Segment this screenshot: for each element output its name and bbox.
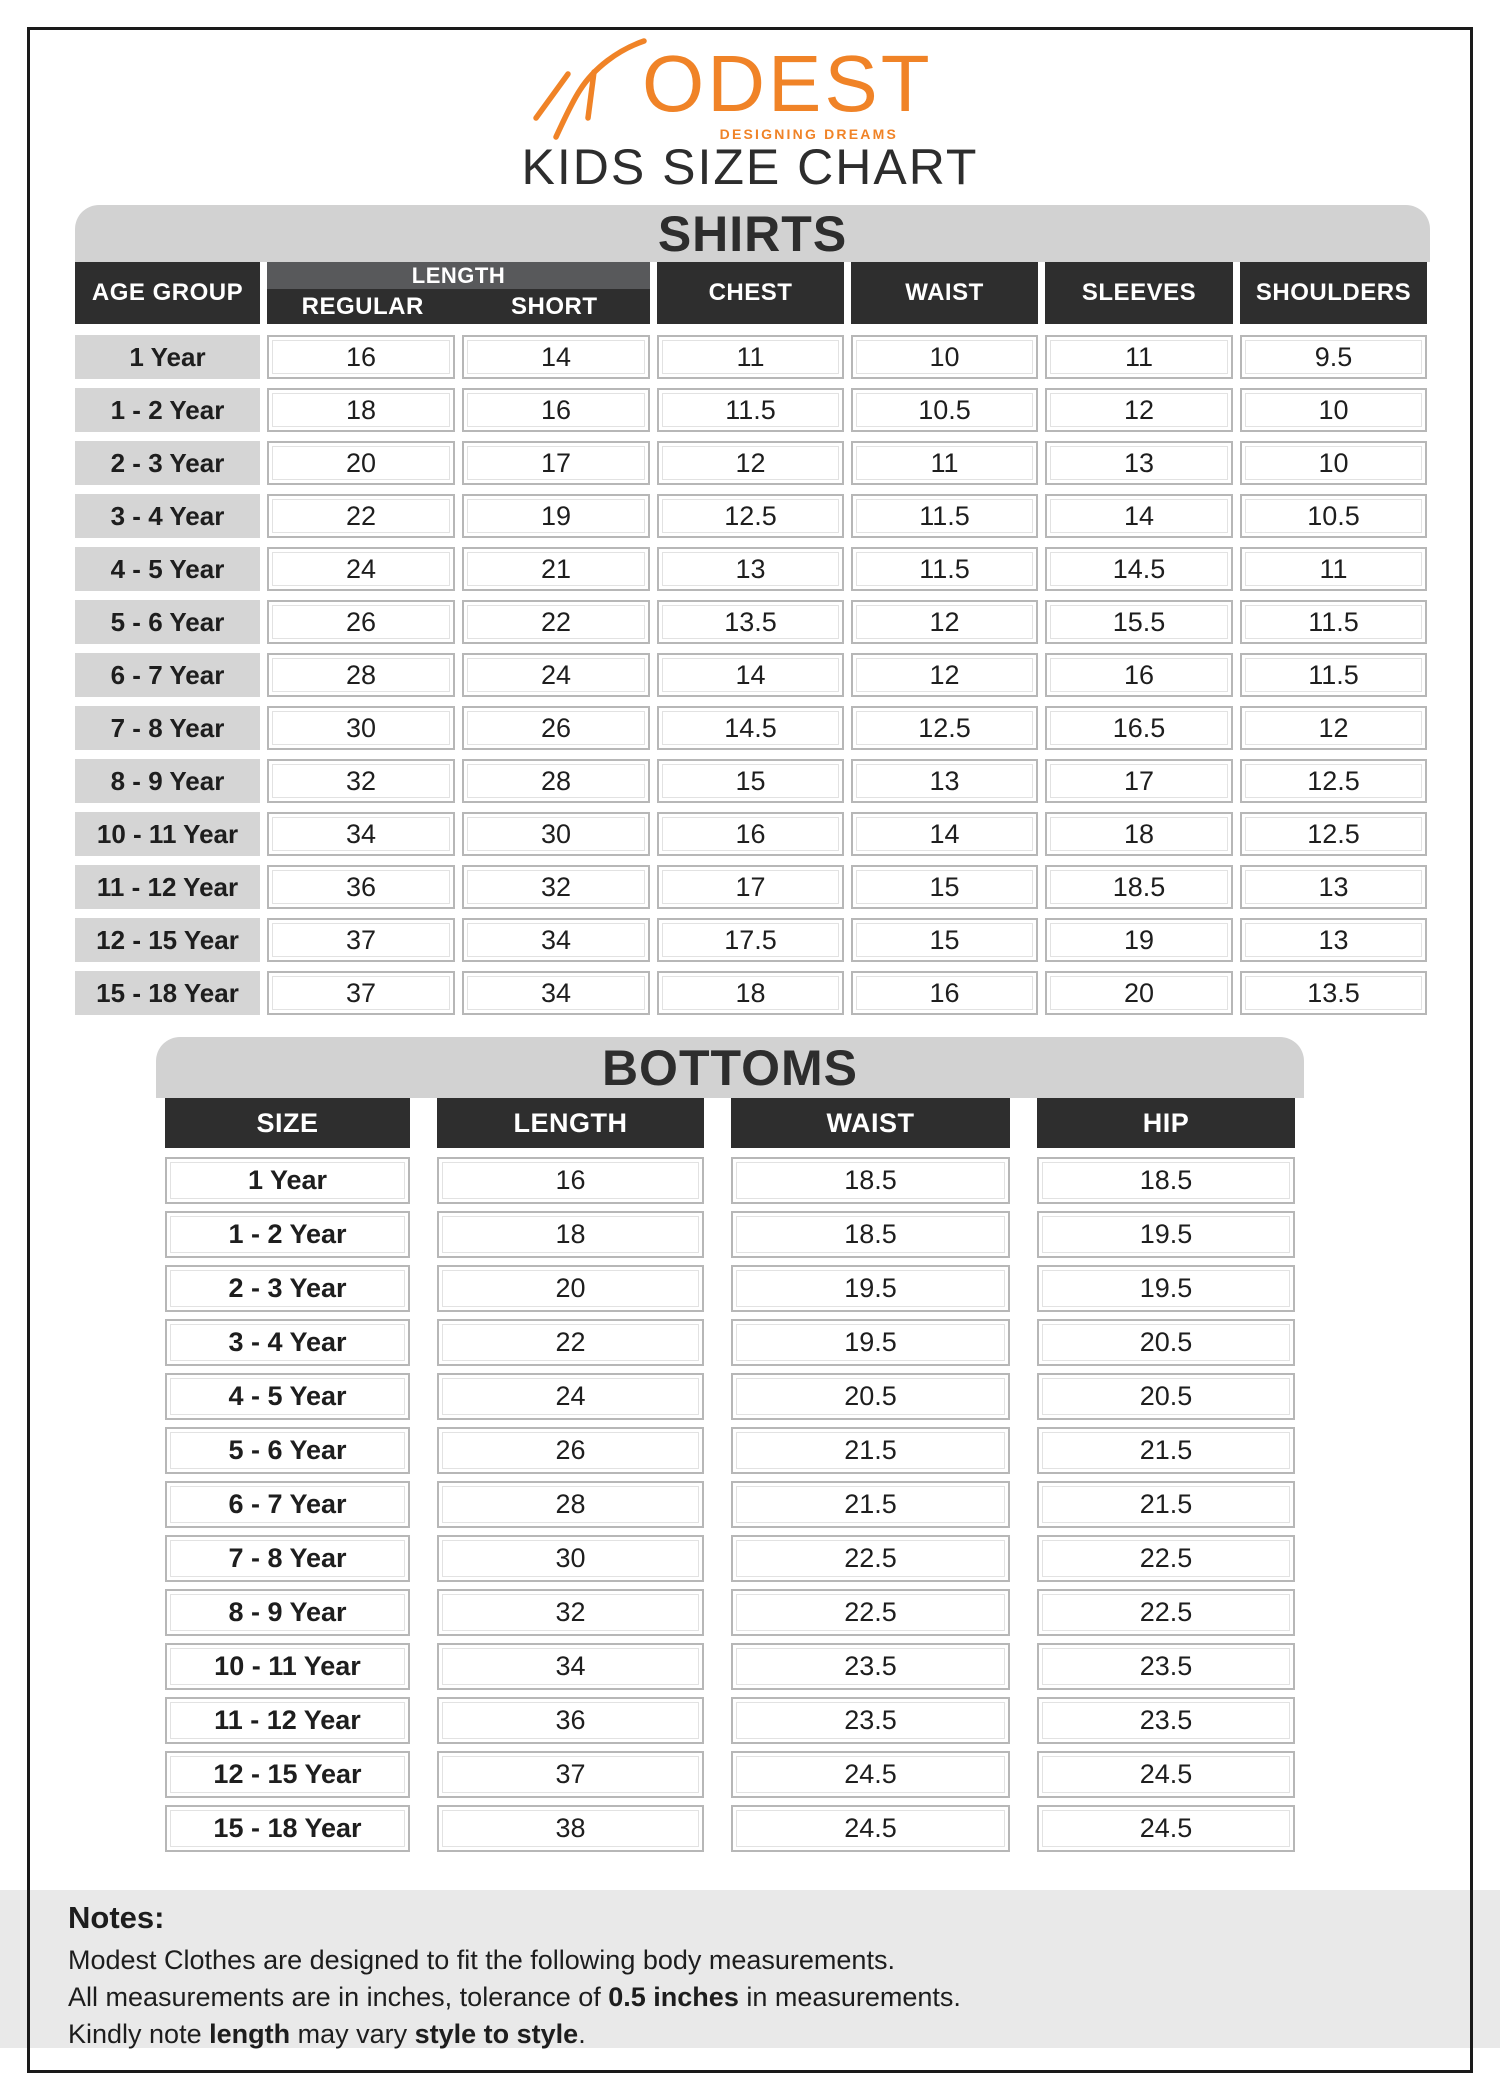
age-group-cell: 15 - 18 Year [75,971,260,1015]
waist-cell: 14 [851,812,1038,856]
length-short-cell: 32 [462,865,650,909]
table-row [156,1211,1304,1258]
length-cell: 16 [437,1157,704,1204]
sleeves-cell: 16.5 [1045,706,1233,750]
table-row [156,1157,1304,1204]
hip-cell: 22.5 [1037,1535,1295,1582]
size-cell: 1 - 2 Year [165,1211,410,1258]
waist-cell: 15 [851,865,1038,909]
header-shoulders: SHOULDERS [1240,262,1427,324]
length-cell: 28 [437,1481,704,1528]
length-short-cell: 22 [462,600,650,644]
sleeves-cell: 14.5 [1045,547,1233,591]
table-row [156,1481,1304,1528]
header-size: SIZE [165,1098,410,1148]
brand-name: ODEST [642,39,933,128]
table-row [156,1427,1304,1474]
waist-cell: 22.5 [731,1589,1010,1636]
length-short-cell: 16 [462,388,650,432]
shirts-title: SHIRTS [657,205,848,262]
hip-cell: 23.5 [1037,1697,1295,1744]
age-group-cell: 5 - 6 Year [75,600,260,644]
sleeves-cell: 15.5 [1045,600,1233,644]
age-group-cell: 12 - 15 Year [75,918,260,962]
shoulders-cell: 11 [1240,547,1427,591]
length-cell: 38 [437,1805,704,1852]
notes-line: Kindly note length may vary style to style. [68,2019,586,2049]
bottoms-title: BOTTOMS [601,1039,859,1096]
table-row [156,1697,1304,1744]
header-short: SHORT [511,292,598,320]
shoulders-cell: 13 [1240,918,1427,962]
waist-cell: 24.5 [731,1751,1010,1798]
length-short-cell: 24 [462,653,650,697]
length-cell: 36 [437,1697,704,1744]
length-regular-cell: 32 [267,759,455,803]
sleeves-cell: 13 [1045,441,1233,485]
length-regular-cell: 20 [267,441,455,485]
chest-cell: 15 [657,759,844,803]
modest-m-swoosh-icon [530,38,650,143]
length-cell: 34 [437,1643,704,1690]
notes-line: Modest Clothes are designed to fit the following body measurements. [68,1945,895,1975]
header-length-group [267,262,650,324]
hip-cell: 23.5 [1037,1643,1295,1690]
waist-cell: 15 [851,918,1038,962]
chest-cell: 16 [657,812,844,856]
hip-cell: 22.5 [1037,1589,1295,1636]
bottoms-rows [156,1157,1304,1852]
header-age-group: AGE GROUP [75,262,260,324]
header-length: LENGTH [267,262,650,289]
shoulders-cell: 11.5 [1240,600,1427,644]
waist-cell: 22.5 [731,1535,1010,1582]
sleeves-cell: 16 [1045,653,1233,697]
hip-cell: 21.5 [1037,1481,1295,1528]
length-regular-cell: 18 [267,388,455,432]
size-cell: 8 - 9 Year [165,1589,410,1636]
waist-cell: 23.5 [731,1697,1010,1744]
waist-cell: 11.5 [851,494,1038,538]
table-row [75,388,1430,432]
table-row [75,600,1430,644]
shoulders-cell: 9.5 [1240,335,1427,379]
shirts-table [75,205,1430,1024]
chest-cell: 14 [657,653,844,697]
table-row [75,335,1430,379]
sleeves-cell: 14 [1045,494,1233,538]
waist-cell: 11 [851,441,1038,485]
table-row [75,918,1430,962]
hip-cell: 21.5 [1037,1427,1295,1474]
size-cell: 5 - 6 Year [165,1427,410,1474]
length-cell: 22 [437,1319,704,1366]
brand-tagline: DESIGNING DREAMS [719,126,898,142]
header-hip: HIP [1037,1098,1295,1148]
chest-cell: 17.5 [657,918,844,962]
table-row [156,1535,1304,1582]
length-regular-cell: 37 [267,918,455,962]
bottoms-title-band [156,1037,1304,1098]
length-short-cell: 19 [462,494,650,538]
shirts-title-band [75,205,1430,262]
shirts-header-row [75,262,1430,324]
length-short-cell: 21 [462,547,650,591]
header-regular: REGULAR [301,292,424,320]
header-length: LENGTH [437,1098,704,1148]
table-row [75,441,1430,485]
length-regular-cell: 30 [267,706,455,750]
age-group-cell: 6 - 7 Year [75,653,260,697]
length-regular-cell: 26 [267,600,455,644]
length-cell: 18 [437,1211,704,1258]
waist-cell: 23.5 [731,1643,1010,1690]
hip-cell: 24.5 [1037,1805,1295,1852]
chest-cell: 13 [657,547,844,591]
table-row [156,1805,1304,1852]
length-short-cell: 34 [462,971,650,1015]
hip-cell: 19.5 [1037,1211,1295,1258]
waist-cell: 12 [851,600,1038,644]
chest-cell: 13.5 [657,600,844,644]
notes-lines [68,1942,1460,2053]
waist-cell: 18.5 [731,1157,1010,1204]
notes-section [0,1890,1500,2048]
shoulders-cell: 11.5 [1240,653,1427,697]
chest-cell: 17 [657,865,844,909]
shoulders-cell: 12.5 [1240,759,1427,803]
header-chest: CHEST [657,262,844,324]
size-cell: 10 - 11 Year [165,1643,410,1690]
shoulders-cell: 10 [1240,388,1427,432]
age-group-cell: 1 Year [75,335,260,379]
length-regular-cell: 16 [267,335,455,379]
waist-cell: 12.5 [851,706,1038,750]
table-row [156,1265,1304,1312]
bottoms-header-row [156,1098,1304,1148]
length-cell: 37 [437,1751,704,1798]
size-cell: 11 - 12 Year [165,1697,410,1744]
chest-cell: 18 [657,971,844,1015]
table-row [156,1751,1304,1798]
length-regular-cell: 24 [267,547,455,591]
table-row [75,706,1430,750]
brand-logo [530,38,933,143]
waist-cell: 12 [851,653,1038,697]
hip-cell: 20.5 [1037,1319,1295,1366]
chest-cell: 12.5 [657,494,844,538]
table-row [156,1373,1304,1420]
length-short-cell: 26 [462,706,650,750]
length-cell: 26 [437,1427,704,1474]
waist-cell: 24.5 [731,1805,1010,1852]
sleeves-cell: 20 [1045,971,1233,1015]
chest-cell: 11 [657,335,844,379]
table-row [75,812,1430,856]
table-row [156,1319,1304,1366]
age-group-cell: 10 - 11 Year [75,812,260,856]
length-short-cell: 14 [462,335,650,379]
length-cell: 20 [437,1265,704,1312]
table-row [156,1589,1304,1636]
sleeves-cell: 17 [1045,759,1233,803]
age-group-cell: 4 - 5 Year [75,547,260,591]
length-regular-cell: 36 [267,865,455,909]
chest-cell: 14.5 [657,706,844,750]
size-cell: 7 - 8 Year [165,1535,410,1582]
length-cell: 32 [437,1589,704,1636]
hip-cell: 20.5 [1037,1373,1295,1420]
age-group-cell: 7 - 8 Year [75,706,260,750]
length-cell: 24 [437,1373,704,1420]
chest-cell: 11.5 [657,388,844,432]
hip-cell: 18.5 [1037,1157,1295,1204]
table-row [75,759,1430,803]
length-short-cell: 17 [462,441,650,485]
header-waist: WAIST [731,1098,1010,1148]
table-row [75,653,1430,697]
sleeves-cell: 12 [1045,388,1233,432]
table-row [156,1643,1304,1690]
waist-cell: 19.5 [731,1319,1010,1366]
table-row [75,494,1430,538]
shoulders-cell: 12 [1240,706,1427,750]
length-short-cell: 34 [462,918,650,962]
notes-line: All measurements are in inches, tolerance of 0.5 inches in measurements. [68,1982,961,2012]
age-group-cell: 11 - 12 Year [75,865,260,909]
waist-cell: 11.5 [851,547,1038,591]
size-cell: 3 - 4 Year [165,1319,410,1366]
shoulders-cell: 12.5 [1240,812,1427,856]
sleeves-cell: 19 [1045,918,1233,962]
page-title: KIDS SIZE CHART [521,139,979,195]
age-group-cell: 3 - 4 Year [75,494,260,538]
waist-cell: 19.5 [731,1265,1010,1312]
length-short-cell: 28 [462,759,650,803]
waist-cell: 16 [851,971,1038,1015]
length-regular-cell: 28 [267,653,455,697]
size-cell: 1 Year [165,1157,410,1204]
size-cell: 6 - 7 Year [165,1481,410,1528]
waist-cell: 21.5 [731,1427,1010,1474]
table-row [75,865,1430,909]
sleeves-cell: 11 [1045,335,1233,379]
hip-cell: 19.5 [1037,1265,1295,1312]
header-waist: WAIST [851,262,1038,324]
hip-cell: 24.5 [1037,1751,1295,1798]
shoulders-cell: 13.5 [1240,971,1427,1015]
age-group-cell: 8 - 9 Year [75,759,260,803]
waist-cell: 10 [851,335,1038,379]
waist-cell: 13 [851,759,1038,803]
length-cell: 30 [437,1535,704,1582]
notes-heading: Notes: [68,1900,165,1935]
chest-cell: 12 [657,441,844,485]
sleeves-cell: 18.5 [1045,865,1233,909]
shoulders-cell: 10 [1240,441,1427,485]
header-sleeves: SLEEVES [1045,262,1233,324]
shoulders-cell: 10.5 [1240,494,1427,538]
sleeves-cell: 18 [1045,812,1233,856]
length-regular-cell: 37 [267,971,455,1015]
size-cell: 4 - 5 Year [165,1373,410,1420]
length-regular-cell: 22 [267,494,455,538]
size-cell: 15 - 18 Year [165,1805,410,1852]
table-row [75,547,1430,591]
waist-cell: 18.5 [731,1211,1010,1258]
shoulders-cell: 13 [1240,865,1427,909]
bottoms-table [156,1037,1304,1859]
length-regular-cell: 34 [267,812,455,856]
age-group-cell: 2 - 3 Year [75,441,260,485]
shirts-rows [75,335,1430,1015]
age-group-cell: 1 - 2 Year [75,388,260,432]
size-cell: 2 - 3 Year [165,1265,410,1312]
waist-cell: 20.5 [731,1373,1010,1420]
waist-cell: 21.5 [731,1481,1010,1528]
length-short-cell: 30 [462,812,650,856]
size-cell: 12 - 15 Year [165,1751,410,1798]
waist-cell: 10.5 [851,388,1038,432]
table-row [75,971,1430,1015]
